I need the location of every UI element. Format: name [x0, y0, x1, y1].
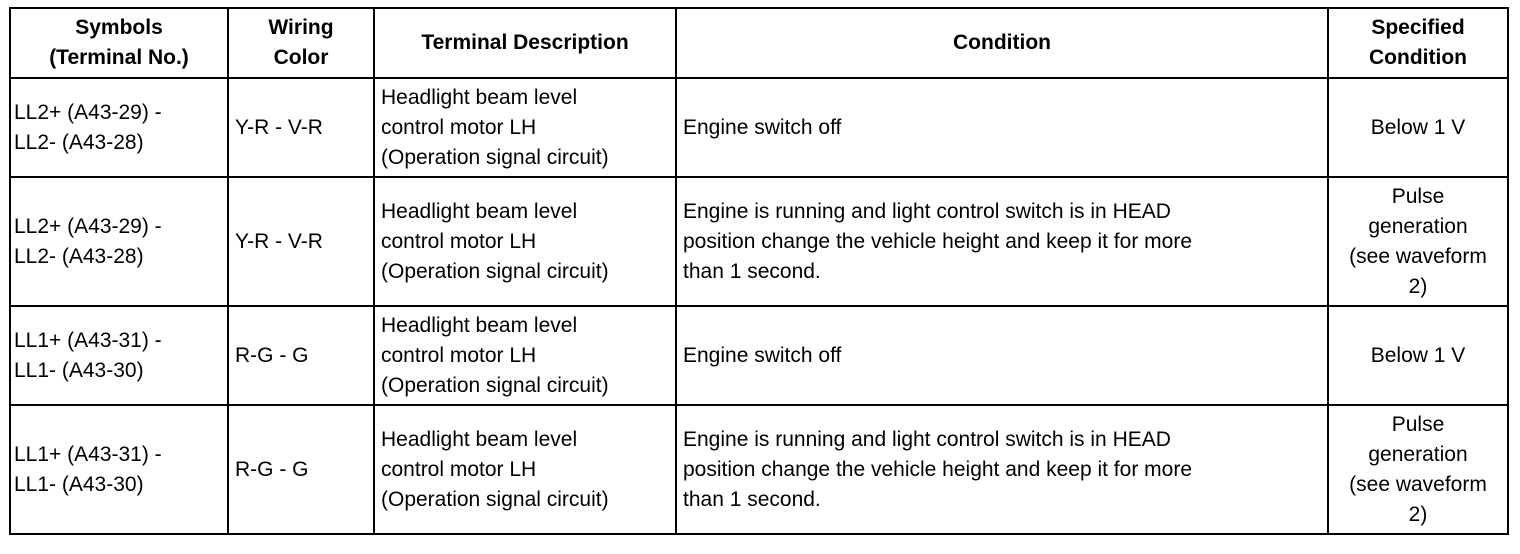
cell-symbols: LL1+ (A43-31) - LL1- (A43-30): [10, 306, 228, 405]
header-terminal-description: Terminal Description: [374, 8, 676, 78]
table-row: [10, 177, 1508, 306]
cell-symbols: LL2+ (A43-29) - LL2- (A43-28): [10, 177, 228, 306]
cell-symbols: LL2+ (A43-29) - LL2- (A43-28): [10, 78, 228, 177]
cell-wiring-color: R-G - G: [228, 306, 374, 405]
header-condition: Condition: [676, 8, 1328, 78]
cell-specified-condition: Below 1 V: [1328, 78, 1508, 177]
terminal-table-container: [9, 7, 1509, 535]
cell-symbols: LL1+ (A43-31) - LL1- (A43-30): [10, 405, 228, 534]
cell-terminal-description: Headlight beam level control motor LH (Operation signal circuit): [374, 405, 676, 534]
table-row: [10, 78, 1508, 177]
cell-condition: Engine switch off: [676, 78, 1328, 177]
cell-wiring-color: R-G - G: [228, 405, 374, 534]
cell-wiring-color: Y-R - V-R: [228, 177, 374, 306]
table-row: [10, 405, 1508, 534]
cell-terminal-description: Headlight beam level control motor LH (Operation signal circuit): [374, 78, 676, 177]
cell-terminal-description: Headlight beam level control motor LH (Operation signal circuit): [374, 177, 676, 306]
table-header-row: [10, 8, 1508, 78]
cell-specified-condition: Pulse generation (see waveform 2): [1328, 405, 1508, 534]
cell-condition: Engine switch off: [676, 306, 1328, 405]
header-wiring-color: Wiring Color: [228, 8, 374, 78]
cell-specified-condition: Below 1 V: [1328, 306, 1508, 405]
header-specified-condition: Specified Condition: [1328, 8, 1508, 78]
cell-wiring-color: Y-R - V-R: [228, 78, 374, 177]
table-row: [10, 306, 1508, 405]
cell-specified-condition: Pulse generation (see waveform 2): [1328, 177, 1508, 306]
header-symbols: Symbols (Terminal No.): [10, 8, 228, 78]
cell-terminal-description: Headlight beam level control motor LH (Operation signal circuit): [374, 306, 676, 405]
terminal-table: [9, 7, 1509, 535]
cell-condition: Engine is running and light control switch is in HEAD position change the vehicle height and keep it for more than 1 second.: [676, 405, 1328, 534]
cell-condition: Engine is running and light control switch is in HEAD position change the vehicle height and keep it for more than 1 second.: [676, 177, 1328, 306]
